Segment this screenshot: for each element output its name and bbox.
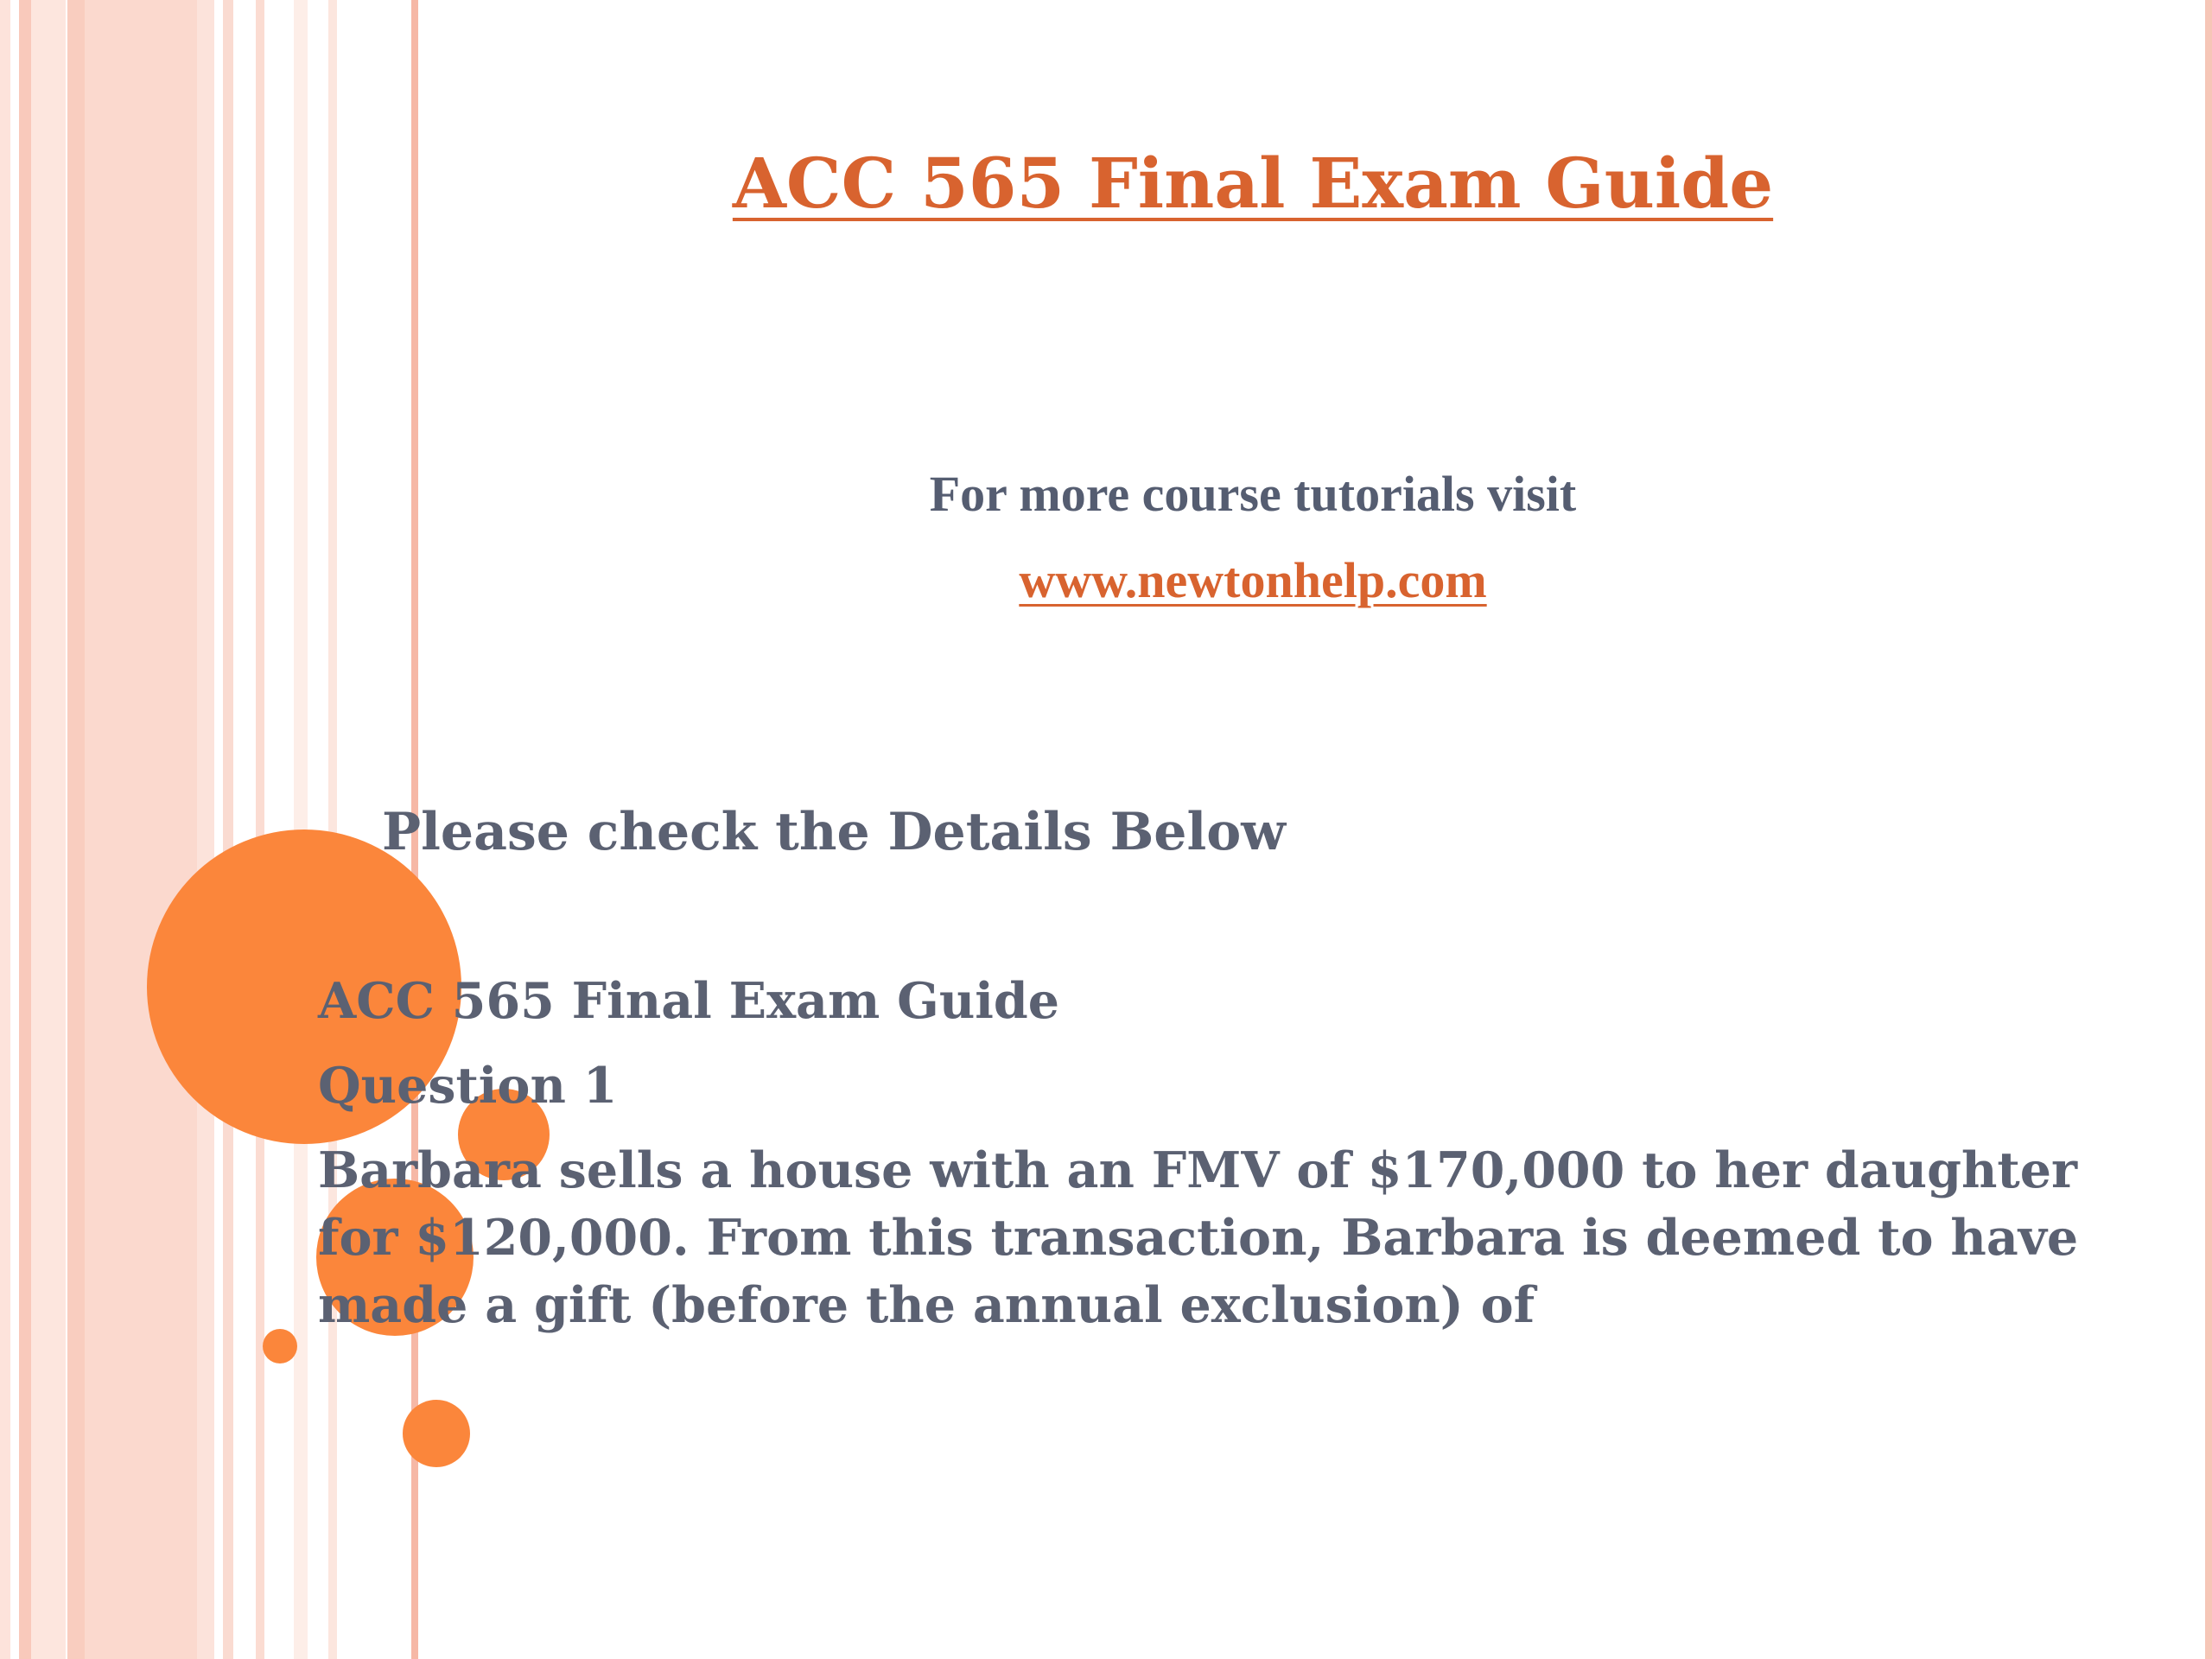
right-edge-stripe (2205, 0, 2212, 1659)
decorative-stripe (197, 0, 214, 1659)
decorative-stripe (0, 0, 10, 1659)
details-heading: Please check the Details Below (382, 802, 1286, 862)
decorative-stripe (328, 0, 337, 1659)
decorative-circle (403, 1400, 470, 1467)
question-label: Question 1 (318, 1057, 618, 1115)
decorative-stripe (223, 0, 233, 1659)
question-text: Barbara sells a house with an FMV of $170,000 to her daughter for $120,000. From this transaction, Barbara is deemed to have made a gift (before the annual exclusion) of (318, 1141, 2079, 1334)
guide-title: ACC 565 Final Exam Guide (318, 972, 1060, 1030)
decorative-circle-small (263, 1329, 297, 1363)
visit-text: For more course tutorials visit (929, 466, 1577, 522)
decorative-stripe (256, 0, 264, 1659)
decorative-stripe (31, 0, 66, 1659)
website-link[interactable]: www.newtonhelp.com (1019, 552, 1487, 608)
decorative-stripe (19, 0, 31, 1659)
slide-title: ACC 565 Final Exam Guide (732, 143, 1774, 224)
decorative-stripe (67, 0, 85, 1659)
decorative-stripe (85, 0, 197, 1659)
question-body (318, 968, 2158, 1339)
